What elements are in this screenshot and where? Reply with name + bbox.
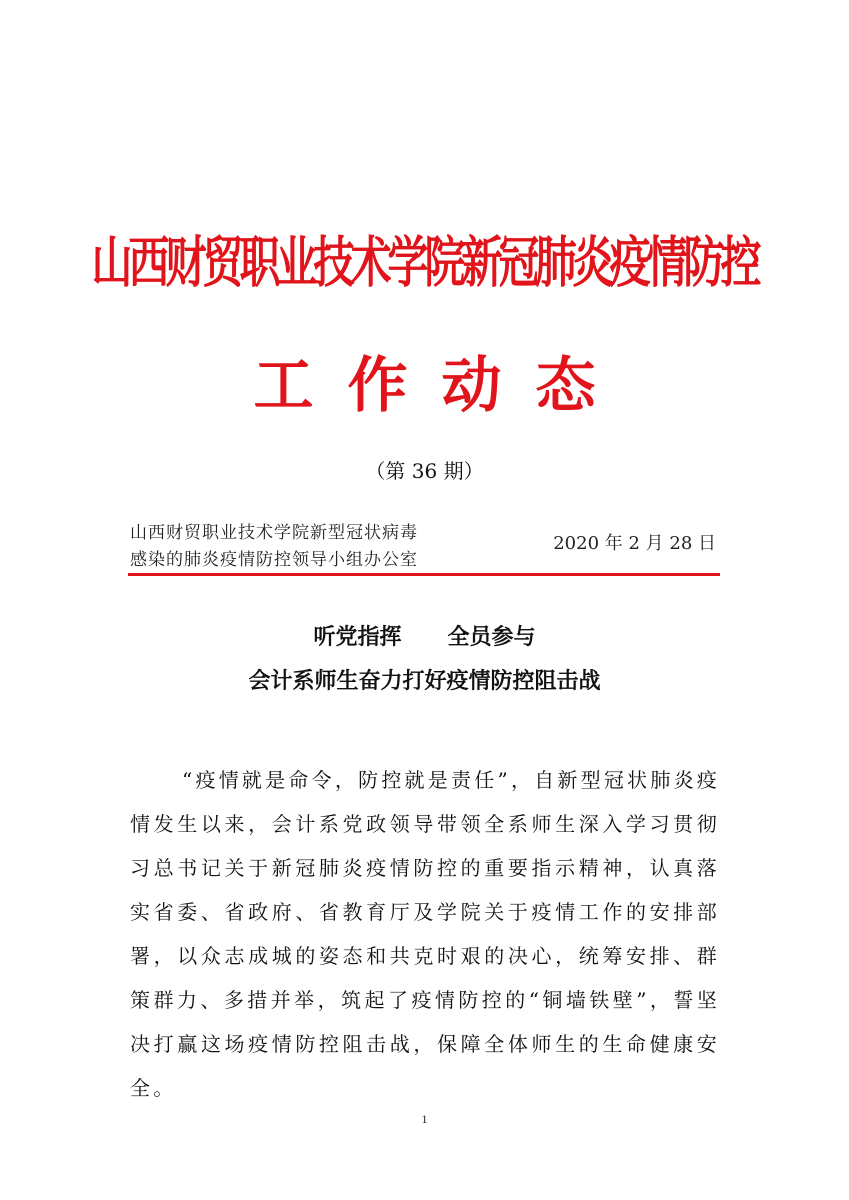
page-number: 1 [421,1112,428,1126]
bulletin-title: 工作动态 [253,351,630,421]
article-paragraph: “疫情就是命令，防控就是责任”，自新型冠状肺炎疫情发生以来，会计系党政领导带领全系师生深入学习贯彻习总书记关于新冠肺炎疫情防控的重要指示精神，认真落实省委、省政府、省教育厅及学院关于疫情工作的安排部署，以众志成城的姿态和共克时艰的决心，统筹安排、群策群力、多措并举，筑起了疫情防控的“铜墙铁壁”，誓坚决打赢这场疫情防控阻击战，保障全体师生的生命健康安全。 [130,768,720,1100]
headline-line-2: 会计系师生奋力打好疫情防控阻击战 [248,668,601,694]
issuer-line-1: 山西财贸职业技术学院新型冠状病毒 [130,523,418,543]
masthead-org-title: 山西财贸职业技术学院新冠肺炎疫情防控 [91,230,758,295]
issuer-block [130,520,418,574]
headline-line-1: 听党指挥 全员参与 [313,624,536,650]
issue-date: 2020 年 2 月 28 日 [553,533,716,554]
issuer-line-2: 感染的肺炎疫情防控领导小组办公室 [130,550,418,570]
red-divider [128,573,720,576]
issue-number: （第 36 期） [365,459,484,483]
